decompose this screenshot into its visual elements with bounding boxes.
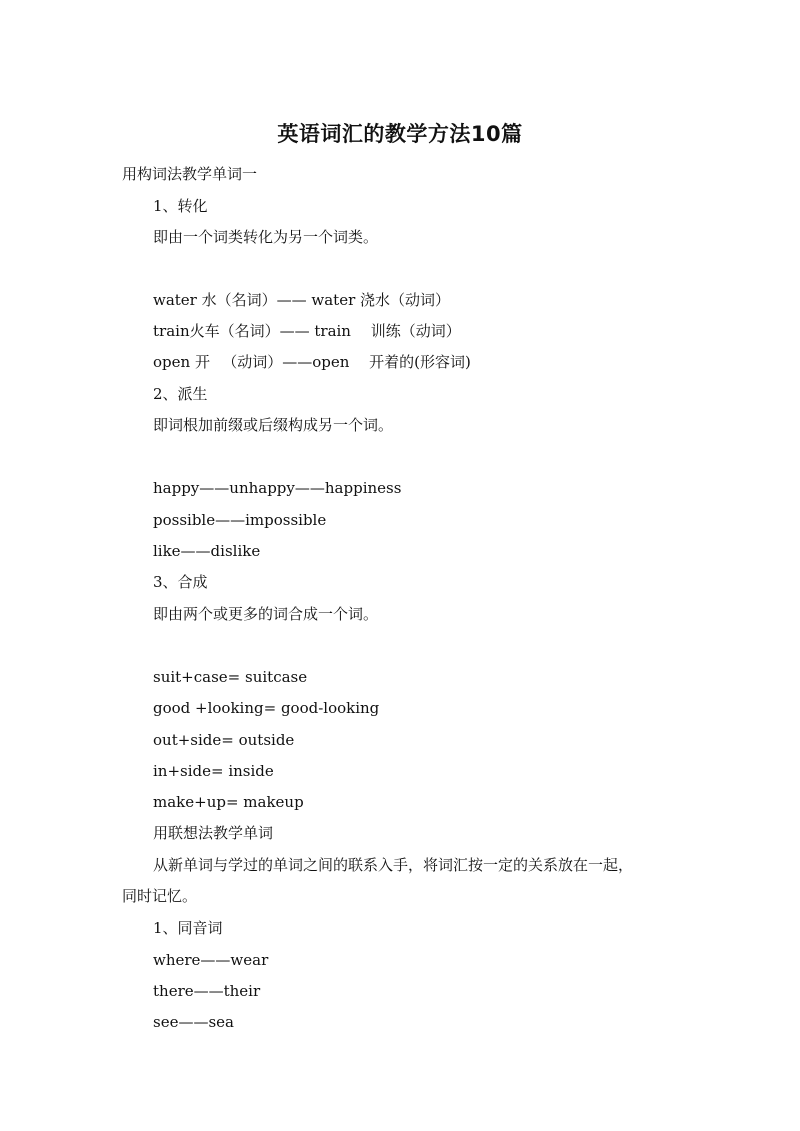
example-line: train火车（名词）—— train 训练（动词） [153, 322, 461, 340]
subheading: 1、同音词 [153, 919, 223, 937]
example-line: where——wear [153, 951, 269, 969]
section-heading: 用构词法教学单词一 [122, 165, 258, 183]
subheading: 2、派生 [153, 385, 208, 403]
paragraph: 即词根加前缀或后缀构成另一个词。 [153, 416, 394, 434]
example-line: open 开 （动词）——open 开着的(形容词) [153, 353, 471, 371]
example-line: out+side= outside [153, 731, 295, 749]
example-line: in+side= inside [153, 762, 274, 780]
example-line: see——sea [153, 1013, 234, 1031]
subheading: 3、合成 [153, 573, 208, 591]
example-line: there——their [153, 982, 261, 1000]
example-line: suit+case= suitcase [153, 668, 308, 686]
subheading: 1、转化 [153, 197, 208, 215]
document-title: 英语词汇的教学方法10篇 [277, 122, 523, 146]
example-line: good +looking= good-looking [153, 699, 380, 717]
paragraph-continuation: 同时记忆。 [122, 887, 198, 905]
paragraph: 即由一个词类转化为另一个词类。 [153, 228, 379, 246]
paragraph: 即由两个或更多的词合成一个词。 [153, 605, 379, 623]
section-heading: 用联想法教学单词 [153, 824, 274, 842]
example-line: like——dislike [153, 542, 261, 560]
example-line: happy——unhappy——happiness [153, 479, 402, 497]
example-line: make+up= makeup [153, 793, 304, 811]
example-line: water 水（名词）—— water 浇水（动词） [153, 291, 451, 309]
paragraph: 从新单词与学过的单词之间的联系入手，将词汇按一定的关系放在一起， [153, 856, 634, 874]
example-line: possible——impossible [153, 511, 327, 529]
